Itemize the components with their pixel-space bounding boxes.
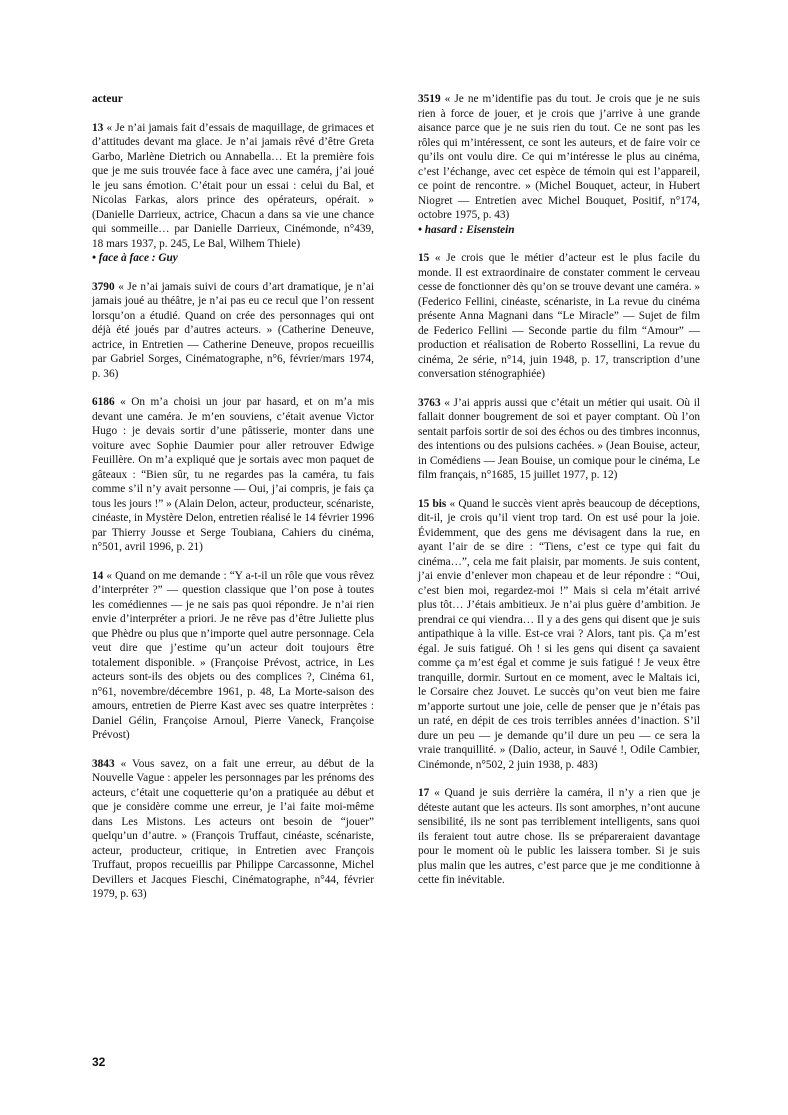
entry (92, 757, 374, 902)
entry-number: 3843 (92, 757, 115, 770)
cross-reference: • hasard : Eisenstein (418, 223, 515, 236)
entry-text: « Je n’ai jamais suivi de cours d’art dramatique, je n’ai jamais joué au théâtre, je n’ai pas eu ce recul que l’on ressent lorsqu’on a étudié. Quand on crée des personnages qui ont déjà été joués par d’autres acteurs. » (Catherine Deneuve, actrice, in Entretien — Catherine Deneuve, propos recueillis par Gabriel Sorges, Cinématographe, n°6, février/mars 1974, p. 36) (92, 280, 374, 380)
right-column (418, 92, 700, 902)
entry-text: « J’ai appris aussi que c’était un métier qui usait. Où il fallait donner bougrement de soi et payer comptant. Où l’on sentait parfois sortir de soi des échos ou des timbres inconnus, des intentions ou des pulsions cachées. » (Jean Bouise, acteur, in Comédiens — Jean Bouise, un comique pour le cinéma, Le film français, n°1685, 15 juillet 1977, p. 12) (418, 396, 700, 481)
entry-number: 3790 (92, 280, 115, 293)
entry (418, 396, 700, 483)
section-heading: acteur (92, 93, 123, 105)
entry-number: 13 (92, 121, 104, 134)
entry-text: « Je ne m’identifie pas du tout. Je crois que je ne suis rien à force de jouer, et je crois que j’arrive à une grande aisance parce que je ne suis rien du tout. Ce ne sont pas les rôles qui m’intéressent, ce sont les auteurs, et de faire voir ce qu’ils ont voulu dire. Ce qui m’intéresse le plus au cinéma, c’est l’échange, avec cet espèce de témoin qui est l’appareil, ce point de rencontre. » (Michel Bouquet, acteur, in Hubert Niogret — Entretien avec Michel Bouquet, Positif, n°174, octobre 1975, p. 43) (418, 93, 701, 221)
entry-text: « Quand le succès vient après beaucoup de déceptions, dit-il, je crois qu’il vient trop tard. On est usé pour la joie. Évidemment, que des gens me dévisagent dans la rue, en ayant l’air de se dire : “Tiens, c’est ce type qui fait du cinéma…”, cela me fait plaisir, par moments. Je suis content, j’ai envie d’enlever mon chapeau et de leur répondre : “Oui, c’est bien moi, regardez-moi !” Mais si cela m’était arrivé plus tôt… J’étais ambitieux. Je n’ai plus guère d’ambition. Je prendrai ce qui viendra… Il y a des gens qui disent que je suis antipathique à la ville. Est-ce vrai ? Alors, tant pis. Ça m’est égal. Je suis fatigué. Oh ! si les gens qui disent ça savaient comme ça m’est égal et comme je suis fatigué ! Je veux être tranquille, dormir. Surtout en ce moment, avec le Maltais ici, le Corsaire chez Jouvet. Le succès qu’on veut bien me faire m’apporte surtout une joie, celle de penser que je n’étais pas un raté, en dépit de ces trois terribles années d’inaction. S’il dure un peu — je demande qu’il dure un peu — ce sera la vraie tranquillité. » (Dalio, acteur, in Sauvé !, Odile Cambier, Cinémonde, n°502, 2 juin 1938, p. 483) (418, 497, 700, 771)
entry-text: « Je n’ai jamais fait d’essais de maquillage, de grimaces et d’attitudes devant ma glace. Je n’ai jamais rêvé d’être Greta Garbo, Marlène Dietrich ou Annabella… Et la première fois que je me suis trouvée face à face avec une caméra, j’ai joué le jeu sans émotion. C’était pour un essai : celui du Bal, et Nicolas Farkas, alors prince des opérateurs, opérait. » (Danielle Darrieux, actrice, Chacun a dans sa vie une chance qui sommeille… par Danielle Darrieux, Cinémonde, n°439, 18 mars 1937, p. 245, Le Bal, Wilhem Thiele) (92, 121, 374, 250)
entry-text: « Quand je suis derrière la caméra, il n’y a rien que je déteste autant que les acteurs. Ils sont amorphes, n’ont aucune sensibilité, ils ne sont pas terriblement intelligents, sans quoi ils feraient tout autre chose. Ils se prépareraient davantage pour le moment où le public les laissera tomber. Si je suis plus malin que les autres, c’est parce que je me conditionne à cette fin inévitable. (418, 787, 700, 886)
entry (418, 251, 700, 382)
cross-reference: • face à face : Guy (92, 252, 178, 264)
entry-number: 6186 (92, 396, 115, 408)
entry-text: « Je crois que le métier d’acteur est le plus facile du monde. Il est extraordinaire de constater comment le cerveau cesse de fonctionner dès qu’on se trouve devant une caméra. » (Federico Fellini, cinéaste, scénariste, in La revue du cinéma présente Anna Magnani dans “Le Miracle” — Sujet de film de Federico Fellini — Seconde partie du film “Amour” — production et réalisation de Roberto Rossellini, La revue du cinéma, 2e série, n°14, juin 1948, p. 17, transcription d’une conversation sténographiée) (418, 252, 700, 380)
entry (418, 497, 700, 773)
entry-number: 15 (418, 252, 430, 264)
entry-number: 17 (418, 787, 430, 799)
entry-number: 3519 (418, 93, 441, 105)
entry (418, 786, 700, 888)
entry-text: « On m’a choisi un jour par hasard, et on m’a mis devant une caméra. Je m’en souviens, c’était avenue Victor Hugo : je devais sortir d’une pâtisserie, monter dans une voiture avec Sophie Daumier pour aller retrouver Edwige Feuillère. On m’a expliqué que je sortais avec mon paquet de gâteaux : “Bien sûr, tu ne regardes pas la caméra, tu fais comme s’il n’y avait personne — Oui, j’ai compris, je fais ça tous les jours !” » (Alain Delon, acteur, producteur, scénariste, cinéaste, in Mystère Delon, entretien réalisé le 14 février 1996 par Thierry Jousse et Serge Toubiana, Cahiers du cinéma, n°501, avril 1996, p. 21) (92, 396, 375, 553)
entry-text: « Vous savez, on a fait une erreur, au début de la Nouvelle Vague : appeler les personnages par les prénoms des acteurs, c’était une coquetterie qu’on a pratiquée au début et que je considère comme une erreur, je l’ai faite moi-même dans Les Mistons. Les acteurs ont besoin de “jouer” quelqu’un d’autre. » (François Truffaut, cinéaste, scénariste, acteur, producteur, critique, in Entretien avec François Truffaut, propos recueillis par Philippe Carcassonne, Michel Devillers et Jacques Fieschi, Cinématographe, n°44, février 1979, p. 63) (92, 757, 375, 900)
left-column (92, 92, 374, 916)
entry (418, 92, 700, 237)
entry-text: « Quand on me demande : “Y a-t-il un rôle que vous rêvez d’interpréter ?” — question classique que l’on pose à toutes les comédiennes — je ne sais pas quoi répondre. Je n’ai rien envie d’interpréter a priori. Je ne rêve pas d’être Juliette plus que Phèdre ou plus que n’importe quel autre personnage. Cela veut dire que j’estime qu’un acteur doit toujours être totalement disponible. » (Françoise Prévost, actrice, in Les acteurs sont-ils des objets ou des complices ?, Cinéma 61, n°61, novembre/décembre 1961, p. 48, La Morte-saison des amours, entretien de Pierre Kast avec ses quatre interprètes : Daniel Gélin, Françoise Arnoul, Pierre Vaneck, Françoise Prévost) (92, 569, 375, 741)
entry (92, 280, 374, 382)
entry-number: 14 (92, 569, 104, 582)
page-number: 32 (92, 1055, 106, 1069)
entry (92, 569, 374, 743)
entry-number: 15 bis (418, 497, 447, 510)
entry-number: 3763 (418, 396, 441, 409)
entry (92, 395, 374, 555)
entry (92, 121, 374, 266)
